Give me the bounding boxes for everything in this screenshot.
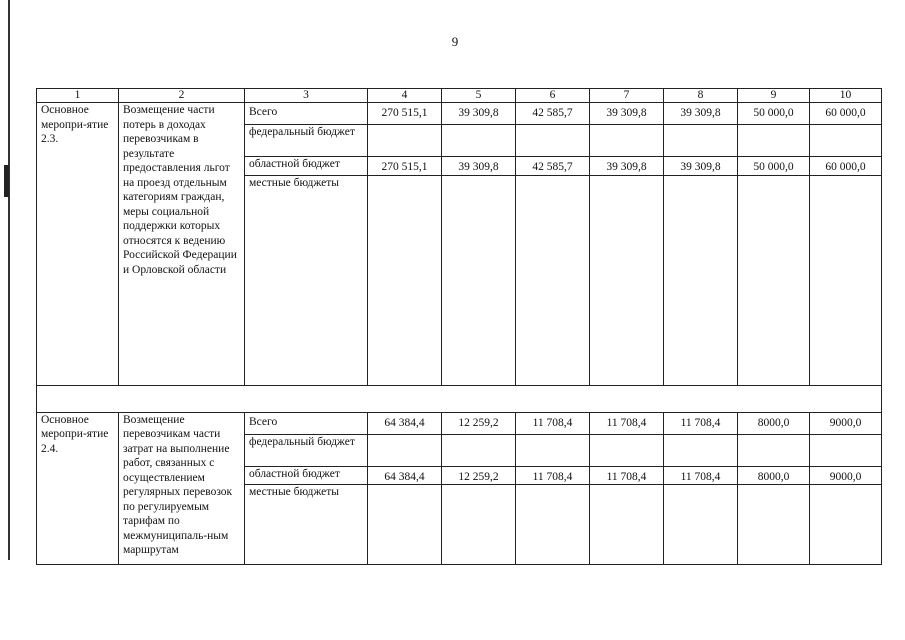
amount-cell: 12 259,2 [442, 466, 516, 485]
page-left-edge [8, 0, 10, 560]
amount-cell: 9000,0 [810, 466, 882, 485]
amount-cell [368, 485, 442, 565]
amount-cell: 60 000,0 [810, 103, 882, 125]
amount-cell [516, 434, 590, 466]
amount-cell: 42 585,7 [516, 157, 590, 176]
scan-mark [4, 165, 9, 197]
block-spacer-row [37, 385, 882, 412]
amount-cell: 50 000,0 [738, 157, 810, 176]
amount-cell: 11 708,4 [664, 466, 738, 485]
amount-cell: 11 708,4 [516, 412, 590, 434]
amount-cell [738, 485, 810, 565]
amount-cell: 39 309,8 [590, 103, 664, 125]
amount-cell [810, 175, 882, 385]
funding-source-cell: федеральный бюджет [245, 434, 368, 466]
funding-source-cell: местные бюджеты [245, 485, 368, 565]
table-row [37, 103, 882, 125]
header-cell: 8 [664, 89, 738, 103]
header-cell: 9 [738, 89, 810, 103]
amount-cell [664, 434, 738, 466]
amount-cell: 50 000,0 [738, 103, 810, 125]
amount-cell [516, 175, 590, 385]
header-cell: 10 [810, 89, 882, 103]
amount-cell [664, 125, 738, 157]
amount-cell [442, 434, 516, 466]
amount-cell [810, 434, 882, 466]
funding-source-cell: областной бюджет [245, 466, 368, 485]
header-cell: 2 [119, 89, 245, 103]
funding-source-cell: областной бюджет [245, 157, 368, 176]
table-row [37, 412, 882, 434]
header-cell: 7 [590, 89, 664, 103]
amount-cell: 8000,0 [738, 412, 810, 434]
amount-cell: 11 708,4 [664, 412, 738, 434]
amount-cell [664, 485, 738, 565]
amount-cell: 39 309,8 [664, 103, 738, 125]
amount-cell: 9000,0 [810, 412, 882, 434]
amount-cell [664, 175, 738, 385]
header-cell: 4 [368, 89, 442, 103]
table-body [37, 89, 882, 565]
header-row [37, 89, 882, 103]
amount-cell [810, 485, 882, 565]
amount-cell: 64 384,4 [368, 466, 442, 485]
header-cell: 5 [442, 89, 516, 103]
funding-source-cell: Всего [245, 103, 368, 125]
amount-cell: 12 259,2 [442, 412, 516, 434]
amount-cell [810, 125, 882, 157]
amount-cell: 8000,0 [738, 466, 810, 485]
spacer-cell [37, 385, 882, 412]
description-cell: Возмещение перевозчикам части затрат на выполнение работ, связанных с осуществлением регулярных перевозок по регулируемым тарифам по межмуниципаль-ным маршрутам [119, 412, 245, 565]
funding-source-cell: местные бюджеты [245, 175, 368, 385]
header-cell: 6 [516, 89, 590, 103]
page-number: 9 [451, 34, 459, 49]
amount-cell [442, 125, 516, 157]
funding-source-cell: федеральный бюджет [245, 125, 368, 157]
amount-cell: 42 585,7 [516, 103, 590, 125]
amount-cell: 270 515,1 [368, 157, 442, 176]
amount-cell [442, 175, 516, 385]
event-cell: Основное меропри-ятие 2.3. [37, 103, 119, 386]
amount-cell: 270 515,1 [368, 103, 442, 125]
amount-cell [590, 434, 664, 466]
description-cell: Возмещение части потерь в доходах перевозчикам в результате предоставления льгот на проезд отдельным категориям граждан, меры социальной поддержки которых относятся к ведению Российской Федерации и Орловской области [119, 103, 245, 386]
amount-cell [368, 434, 442, 466]
amount-cell [368, 175, 442, 385]
amount-cell: 39 309,8 [442, 157, 516, 176]
funding-source-cell: Всего [245, 412, 368, 434]
amount-cell: 11 708,4 [516, 466, 590, 485]
header-cell: 1 [37, 89, 119, 103]
amount-cell [368, 125, 442, 157]
budget-table [36, 88, 882, 565]
amount-cell [738, 125, 810, 157]
amount-cell [516, 485, 590, 565]
amount-cell [590, 125, 664, 157]
header-cell: 3 [245, 89, 368, 103]
amount-cell [738, 175, 810, 385]
amount-cell: 39 309,8 [664, 157, 738, 176]
amount-cell: 39 309,8 [590, 157, 664, 176]
amount-cell: 39 309,8 [442, 103, 516, 125]
amount-cell: 64 384,4 [368, 412, 442, 434]
amount-cell [590, 175, 664, 385]
amount-cell [516, 125, 590, 157]
amount-cell [738, 434, 810, 466]
amount-cell: 11 708,4 [590, 466, 664, 485]
amount-cell: 11 708,4 [590, 412, 664, 434]
amount-cell [590, 485, 664, 565]
event-cell: Основное меропри-ятие 2.4. [37, 412, 119, 565]
amount-cell: 60 000,0 [810, 157, 882, 176]
amount-cell [442, 485, 516, 565]
